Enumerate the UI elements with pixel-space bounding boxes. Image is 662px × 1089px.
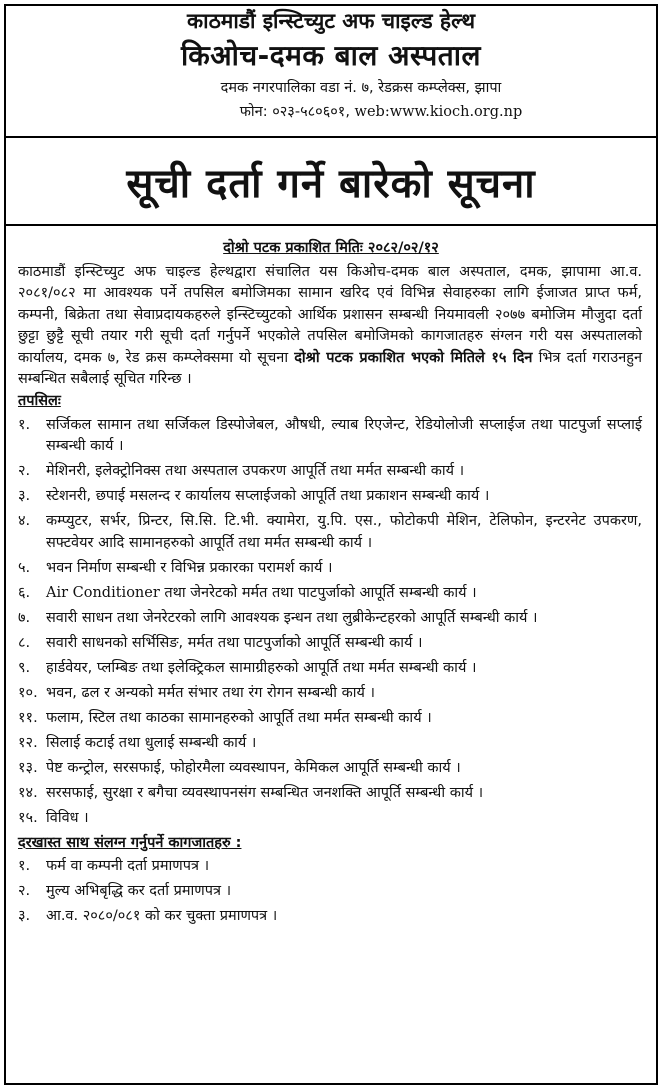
detail-list-item [18,658,642,679]
list-item-number: १०. [18,684,38,701]
list-item-text: मुल्य अभिबृद्धि कर दर्ता प्रमाणपत्र । [46,883,232,900]
list-item-text: आ.व. २०८०/०८१ को कर चुक्ता प्रमाणपत्र । [46,908,278,925]
detail-list-item [18,633,642,654]
detail-list-item [18,486,642,507]
list-item-number: २. [18,883,31,900]
detail-list-item [18,461,642,482]
publication-date: दोश्रो पटक प्रकाशित मितिः २०८२/०२/१२ [223,240,439,256]
list-item-text: मेशिनरी, इलेक्ट्रोनिक्स तथा अस्पताल उपकरण आपूर्ति तथा मर्मत सम्बन्धी कार्य । [46,463,465,480]
list-item-latin-text: Air Conditioner [46,584,160,601]
list-item-number: ९. [18,659,31,676]
list-item-number: ३. [18,488,31,505]
details-list [18,415,642,829]
organization-name: काठमाडौं इन्स्टिच्युट अफ चाइल्ड हेल्थ [187,9,475,33]
intro-text: काठमाडौं इन्स्टिच्युट अफ चाइल्ड हेल्थद्वारा संचालित यस किओच-दमक बाल अस्पताल, दमक, झापामा आ.व. २०८१/०८२ मा आवश्यक पर्ने तपसिल बमोजिमका सामान खरिद एवं विभिन्न सेवाहरुका लागि ईजाजत प्राप्त फर्म, कम्पनी, बिक्रेता तथा सेवाप्रदायकहरुले इन्स्टिच्युटको आर्थिक प्रशासन सम्बन्धी नियमावली २०७७ बमोजिम मौजुदा दर्ता छुट्टा छुट्टै सूची तयार गरी सूची दर्ता गर्नुपर्ने भएकोले तपसिल बमोजिमको कागजातहरु संग्लन गरी यस अस्पतालको कार्यालय, दमक ७, रेड क्रस कम्प्लेक्समा यो सूचना [18,264,642,366]
detail-list-item [18,415,642,458]
list-item-number: १५. [18,809,38,826]
list-item-number: २. [18,463,31,480]
list-item-number: १२. [18,734,38,751]
list-item-text: भवन निर्माण सम्बन्धी र विभिन्न प्रकारका परामर्श कार्य । [46,559,333,576]
list-item-number: ३. [18,908,31,925]
document-list-item [18,906,642,927]
list-item-text: सवारी साधनको सर्भिसिङ, मर्मत तथा पाटपुर्जाको आपूर्ति सम्बन्धी कार्य । [46,634,423,651]
list-item-text: स्टेशनरी, छपाई मसलन्द र कार्यालय सप्लाईजको आपूर्ति तथा प्रकाशन सम्बन्धी कार्य । [46,488,490,505]
list-item-text: फलाम, स्टिल तथा काठका सामानहरुको आपूर्ति तथा मर्मत सम्बन्धी कार्य । [46,709,432,726]
notice-body [18,262,642,931]
document-list-item [18,881,642,902]
list-item-number: ११. [18,709,38,726]
documents-list [18,856,642,927]
list-item-number: ८. [18,634,31,651]
phone-number: फोन: ०२३-५८०६०१, [239,104,350,120]
detail-list-item [18,558,642,579]
list-item-number: ४. [18,513,31,530]
documents-heading: दरखास्त साथ संलग्न गर्नुपर्ने कागजातहरु : [18,834,242,851]
details-heading: तपसिलः [18,393,61,410]
letterhead [0,6,662,124]
title-band [4,136,658,226]
hospital-address: दमक नगरपालिका वडा नं. ७, रेडक्रस कम्प्लेक्स, झापा [220,80,502,96]
list-item-number: १४. [18,784,38,801]
detail-list-item [18,808,642,829]
list-item-text: फर्म वा कम्पनी दर्ता प्रमाणपत्र । [46,858,210,875]
list-item-text: भवन, ढल र अन्यको मर्मत संभार तथा रंग रोगन सम्बन्धी कार्य । [46,684,376,701]
detail-list-item [18,733,642,754]
intro-bold-deadline: दोश्रो पटक प्रकाशित भएको मितिले १५ दिन [294,349,533,366]
intro-paragraph [18,262,642,390]
list-item-text: पेष्ट कन्ट्रोल, सरसफाई, फोहोरमैला व्यवस्थापन, केमिकल आपूर्ति सम्बन्धी कार्य । [46,759,461,776]
detail-list-item [18,708,642,729]
list-item-text: सर्जिकल सामान तथा सर्जिकल डिस्पोजेबल, औषधी, ल्याब रिएजेन्ट, रेडियोलोजी सप्लाईज तथा पाटपुर्जा सप्लाई सम्बन्धी कार्य । [46,416,642,455]
detail-list-item [18,783,642,804]
list-item-number: १. [18,858,31,875]
list-item-number: १३. [18,759,38,776]
list-item-text: विविध । [46,809,89,826]
intro-text-end: भित्र दर्ता गराउनहुन सम्बन्धित सबैलाई सूचित गरिन्छ । [18,349,642,388]
list-item-number: ५. [18,559,31,576]
detail-list-item [18,583,642,604]
detail-list-item [18,511,642,554]
contact-line [0,100,662,124]
website-link[interactable]: web:www.kioch.org.np [354,104,523,120]
list-item-text: सिलाई कटाई तथा धुलाई सम्बन्धी कार्य । [46,734,257,751]
list-item-number: १. [18,416,31,433]
list-item-text: सरसफाई, सुरक्षा र बगैचा व्यवस्थापनसंग सम्बन्धित जनशक्ति आपूर्ति सम्बन्धी कार्य । [46,784,484,801]
list-item-rest-text: तथा जेनरेटको मर्मत तथा पाटपुर्जाको आपूर्ति सम्बन्धी कार्य । [159,584,477,601]
list-item-text: हार्डवेयर, प्लम्बिङ तथा इलेक्ट्रिकल सामाग्रीहरुको आपूर्ति तथा मर्मत सम्बन्धी कार्य । [46,659,477,676]
detail-list-item [18,608,642,629]
list-item-text [46,583,642,604]
list-item-number: ७. [18,609,31,626]
document-list-item [18,856,642,877]
detail-list-item [18,683,642,704]
detail-list-item [18,758,642,779]
notice-title: सूची दर्ता गर्ने बारेको सूचना [126,160,536,207]
list-item-text: कम्प्युटर, सर्भर, प्रिन्टर, सि.सि. टि.भी. क्यामेरा, यु.पि. एस., फोटोकपी मेशिन, टेलिफोन, इन्टरनेट उपकरण, सफ्टवेयर आदि सामानहरुको आपूर्ति तथा मर्मत सम्बन्धी कार्य । [46,513,642,551]
list-item-number: ६. [18,584,31,601]
publication-date-line [0,238,662,258]
hospital-name: किओच-दमक बाल अस्पताल [180,39,482,72]
list-item-text: सवारी साधन तथा जेनरेटरको लागि आवश्यक इन्धन तथा लुब्रीकेन्टहरको आपूर्ति सम्बन्धी कार्य । [46,609,538,626]
